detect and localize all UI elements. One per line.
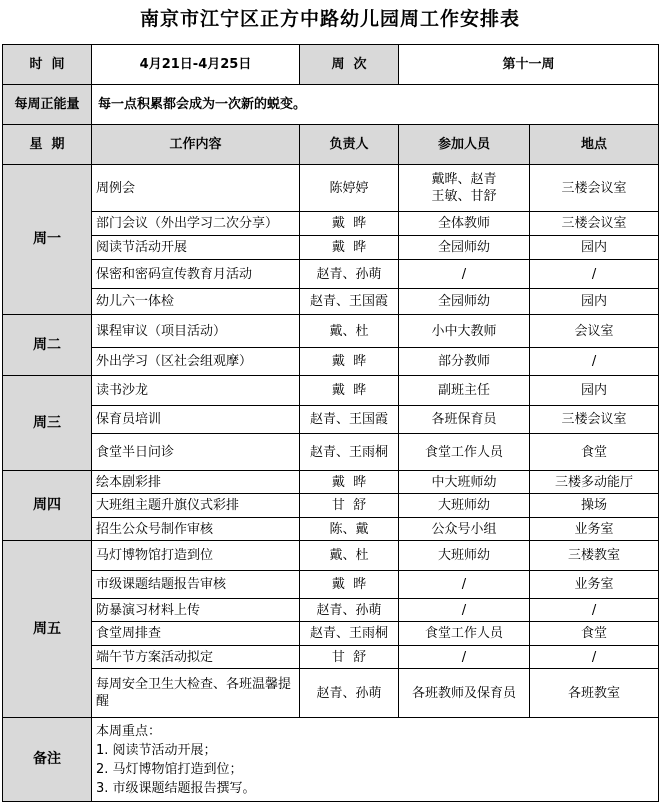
task-content: 课程审议（项目活动） — [92, 315, 300, 348]
motto-label: 每周正能量 — [3, 85, 92, 125]
task-participants: 全园师幼 — [399, 289, 530, 315]
task-content: 市级课题结题报告审核 — [92, 571, 300, 599]
task-location: / — [530, 348, 659, 376]
task-content: 外出学习（区社会组观摩） — [92, 348, 300, 376]
schedule-row — [3, 260, 659, 289]
schedule-row — [3, 348, 659, 376]
task-location: / — [530, 260, 659, 289]
notes-label: 备注 — [3, 718, 92, 802]
schedule-row — [3, 541, 659, 571]
col-day: 星 期 — [3, 125, 92, 165]
task-location: 三楼教室 — [530, 541, 659, 571]
task-content: 幼儿六一体检 — [92, 289, 300, 315]
schedule-row — [3, 315, 659, 348]
schedule-row — [3, 599, 659, 622]
schedule-row — [3, 571, 659, 599]
task-location: 各班教室 — [530, 669, 659, 718]
task-participants: 中大班师幼 — [399, 471, 530, 494]
task-leader: 陈、戴 — [300, 518, 399, 541]
task-leader: 赵青、孙萌 — [300, 260, 399, 289]
task-participants: 部分教师 — [399, 348, 530, 376]
col-leader: 负责人 — [300, 125, 399, 165]
notes-heading: 本周重点： — [96, 724, 162, 739]
task-leader: 甘 舒 — [300, 494, 399, 518]
task-location: 三楼多动能厅 — [530, 471, 659, 494]
task-leader: 赵青、王雨桐 — [300, 622, 399, 646]
task-content: 阅读节活动开展 — [92, 236, 300, 260]
task-content: 周例会 — [92, 165, 300, 212]
task-leader: 赵青、孙萌 — [300, 599, 399, 622]
task-content: 食堂半日问诊 — [92, 434, 300, 471]
task-content: 保密和密码宣传教育月活动 — [92, 260, 300, 289]
task-participants: 全体教师 — [399, 212, 530, 236]
schedule-row — [3, 471, 659, 494]
notes-row — [3, 718, 659, 802]
notes-item: 3. 市级课题结题报告撰写。 — [96, 781, 256, 796]
task-leader: 戴 晔 — [300, 212, 399, 236]
task-leader: 陈婷婷 — [300, 165, 399, 212]
task-content: 保育员培训 — [92, 406, 300, 434]
header-row — [3, 45, 659, 85]
task-location: 食堂 — [530, 622, 659, 646]
task-leader: 戴、杜 — [300, 315, 399, 348]
task-leader: 戴 晔 — [300, 471, 399, 494]
task-leader: 赵青、王国霞 — [300, 406, 399, 434]
task-participants: 大班师幼 — [399, 494, 530, 518]
schedule-row — [3, 494, 659, 518]
day-label: 周二 — [3, 315, 92, 376]
task-participants: / — [399, 646, 530, 669]
task-participants: 公众号小组 — [399, 518, 530, 541]
task-content: 端午节方案活动拟定 — [92, 646, 300, 669]
task-content: 招生公众号制作审核 — [92, 518, 300, 541]
task-content: 读书沙龙 — [92, 376, 300, 406]
task-content: 马灯博物馆打造到位 — [92, 541, 300, 571]
task-location: 园内 — [530, 289, 659, 315]
task-participants: 戴晔、赵青 王敏、甘舒 — [399, 165, 530, 212]
task-location: 食堂 — [530, 434, 659, 471]
task-location: 三楼会议室 — [530, 212, 659, 236]
task-location: 园内 — [530, 376, 659, 406]
column-header-row — [3, 125, 659, 165]
task-location: 三楼会议室 — [530, 165, 659, 212]
day-label: 周五 — [3, 541, 92, 718]
task-participants: / — [399, 571, 530, 599]
task-content: 绘本剧彩排 — [92, 471, 300, 494]
motto-text: 每一点积累都会成为一次新的蜕变。 — [92, 85, 659, 125]
task-participants: 全园师幼 — [399, 236, 530, 260]
task-leader: 戴 晔 — [300, 236, 399, 260]
day-label: 周四 — [3, 471, 92, 541]
task-leader: 戴 晔 — [300, 376, 399, 406]
task-participants: / — [399, 260, 530, 289]
schedule-row — [3, 646, 659, 669]
schedule-row — [3, 236, 659, 260]
task-location: / — [530, 599, 659, 622]
task-leader: 赵青、王雨桐 — [300, 434, 399, 471]
task-participants: 食堂工作人员 — [399, 622, 530, 646]
task-location: 三楼会议室 — [530, 406, 659, 434]
task-leader: 戴 晔 — [300, 348, 399, 376]
task-location: 会议室 — [530, 315, 659, 348]
schedule-row — [3, 669, 659, 718]
schedule-row — [3, 622, 659, 646]
task-participants: 大班师幼 — [399, 541, 530, 571]
day-label: 周一 — [3, 165, 92, 315]
col-participants: 参加人员 — [399, 125, 530, 165]
task-content: 食堂周排查 — [92, 622, 300, 646]
task-leader: 戴、杜 — [300, 541, 399, 571]
task-location: 园内 — [530, 236, 659, 260]
page-title: 南京市江宁区正方中路幼儿园周工作安排表 — [139, 8, 520, 30]
task-participants: 小中大教师 — [399, 315, 530, 348]
task-participants: 副班主任 — [399, 376, 530, 406]
schedule-table — [2, 44, 659, 802]
schedule-row — [3, 406, 659, 434]
task-location: 业务室 — [530, 518, 659, 541]
task-participants: 各班保育员 — [399, 406, 530, 434]
task-leader: 赵青、孙萌 — [300, 669, 399, 718]
col-content: 工作内容 — [92, 125, 300, 165]
time-value: 4月21日-4月25日 — [92, 45, 300, 85]
task-content: 大班组主题升旗仪式彩排 — [92, 494, 300, 518]
schedule-row — [3, 434, 659, 471]
task-leader: 甘 舒 — [300, 646, 399, 669]
time-label: 时 间 — [3, 45, 92, 85]
task-participants: 各班教师及保育员 — [399, 669, 530, 718]
motto-row — [3, 85, 659, 125]
task-location: / — [530, 646, 659, 669]
schedule-row — [3, 376, 659, 406]
schedule-row — [3, 289, 659, 315]
notes-item: 2. 马灯博物馆打造到位； — [96, 762, 243, 777]
task-leader: 赵青、王国霞 — [300, 289, 399, 315]
task-participants: / — [399, 599, 530, 622]
task-content: 每周安全卫生大检查、各班温馨提醒 — [92, 669, 300, 718]
task-content: 部门会议（外出学习二次分享） — [92, 212, 300, 236]
task-leader: 戴 晔 — [300, 571, 399, 599]
task-location: 操场 — [530, 494, 659, 518]
schedule-row — [3, 212, 659, 236]
task-location: 业务室 — [530, 571, 659, 599]
notes-item: 1. 阅读节活动开展； — [96, 743, 217, 758]
schedule-row — [3, 518, 659, 541]
col-location: 地点 — [530, 125, 659, 165]
notes-content — [92, 718, 659, 802]
task-participants: 食堂工作人员 — [399, 434, 530, 471]
week-value: 第十一周 — [399, 45, 659, 85]
day-label: 周三 — [3, 376, 92, 471]
week-label: 周 次 — [300, 45, 399, 85]
schedule-row — [3, 165, 659, 212]
task-content: 防暴演习材料上传 — [92, 599, 300, 622]
